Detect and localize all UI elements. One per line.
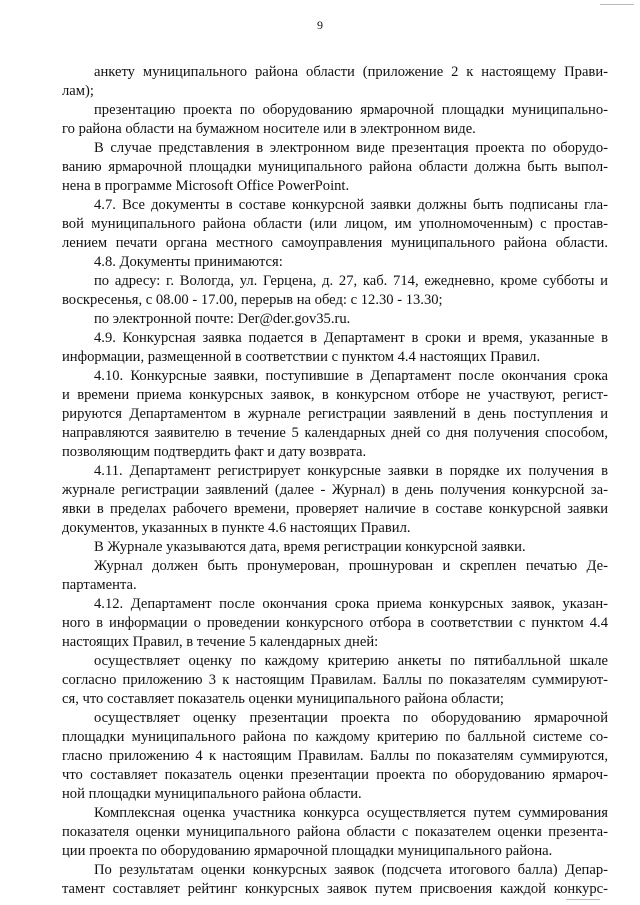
text-line: Комплексная оценка участника конкурса осуществляется путем суммирования [94,805,608,821]
text-line: что составляет показатель оценки презентации проекта по оборудованию ярмароч- [62,767,608,783]
text-line: 4.9. Конкурсная заявка подается в Департамент в сроки и время, указанные в [94,330,608,346]
text-line: осуществляет оценку по каждому критерию анкеты по пятибалльной шкале [94,653,608,669]
text-line: и времени приема конкурсных заявок, в конкурсном отборе не участвуют, регист- [62,387,608,403]
text-line: информации, размещенной в соответствии с пунктом 4.4 настоящих Правил. [62,349,541,365]
text-line: показателя оценки муниципального района области с показателем оценки презента- [62,824,608,840]
page-number: 9 [317,18,323,32]
text-line: ванию ярмарочной площадки муниципального района области должна быть выпол- [62,159,608,175]
text-line: направляются заявителю в течение 5 календарных дней со дня получения способом, [62,425,608,441]
text-line: ся, что составляет показатель оценки муниципального района области; [62,691,504,707]
text-line: гласно приложению 4 к настоящим Правилам. Баллы по показателям суммируются, [62,748,608,764]
text-line: журнале регистрации заявлений (далее - Журнал) в день получения конкурсной за- [62,482,608,498]
text-line: ной площадки муниципального района области. [62,786,362,802]
text-line: 4.7. Все документы в составе конкурсной заявки должны быть подписаны гла- [94,197,608,213]
text-line: В Журнале указываются дата, время регистрации конкурсной заявки. [94,539,526,555]
text-line: по электронной почте: Der@der.gov35.ru. [94,311,351,327]
text-line: ции проекта по оборудованию ярмарочной площадки муниципального района. [62,843,553,859]
text-line: тамент составляет рейтинг конкурсных заявок путем присвоения каждой конкурс- [62,881,608,897]
scan-artifact [600,4,634,5]
text-line: вой муниципального района области (или лицом, им уполномоченным) с простав- [62,216,608,232]
text-line: документов, указанных в пункте 4.6 настоящих Правил. [62,520,411,536]
text-line: по адресу: г. Вологда, ул. Герцена, д. 27, каб. 714, ежедневно, кроме субботы и [94,273,608,289]
text-line: позволяющим подтвердить факт и дату возврата. [62,444,367,460]
text-line: анкету муниципального района области (приложение 2 к настоящему Прави- [94,64,608,80]
text-line: лам); [62,83,94,99]
text-line: ного в информации о проведении конкурсного отбора в соответствии с пунктом 4.4 [62,615,608,631]
text-line: презентацию проекта по оборудованию ярмарочной площадки муниципально- [94,102,608,118]
text-line: 4.12. Департамент после окончания срока приема конкурсных заявок, указан- [94,596,608,612]
text-line: 4.10. Конкурсные заявки, поступившие в Департамент после окончания срока [94,368,608,384]
text-line: Журнал должен быть пронумерован, прошнурован и скреплен печатью Де- [94,558,608,574]
text-line: настоящих Правил, в течение 5 календарных дней: [62,634,379,650]
text-line: го района области на бумажном носителе или в электронном виде. [62,121,476,137]
text-line: 4.8. Документы принимаются: [94,254,283,270]
text-line: рируются Департаментом в журнале регистрации заявлений в день поступления и [62,406,608,422]
text-line: лением печати органа местного самоуправления муниципального района области. [62,235,608,251]
text-line: 4.11. Департамент регистрирует конкурсные заявки в порядке их получения в [94,463,608,479]
scan-artifact [566,899,600,900]
text-line: В случае представления в электронном виде презентация проекта по оборудо- [94,140,608,156]
text-line: осуществляет оценку презентации проекта по оборудованию ярмарочной [94,710,608,726]
text-line: воскресенья, с 08.00 - 17.00, перерыв на обед: с 12.30 - 13.30; [62,292,443,308]
text-line: явки в пределах рабочего времени, проверяет наличие в составе конкурсной заявки [62,501,608,517]
text-line: согласно приложению 3 к настоящим Правилам. Баллы по показателям суммируют- [62,672,608,688]
text-line: нена в программе Microsoft Office PowerPoint. [62,178,350,194]
text-line: партамента. [62,577,137,593]
text-line: площадки муниципального района по каждому критерию по балльной системе со- [62,729,608,745]
text-line: По результатам оценки конкурсных заявок (подсчета итогового балла) Депар- [94,862,608,878]
